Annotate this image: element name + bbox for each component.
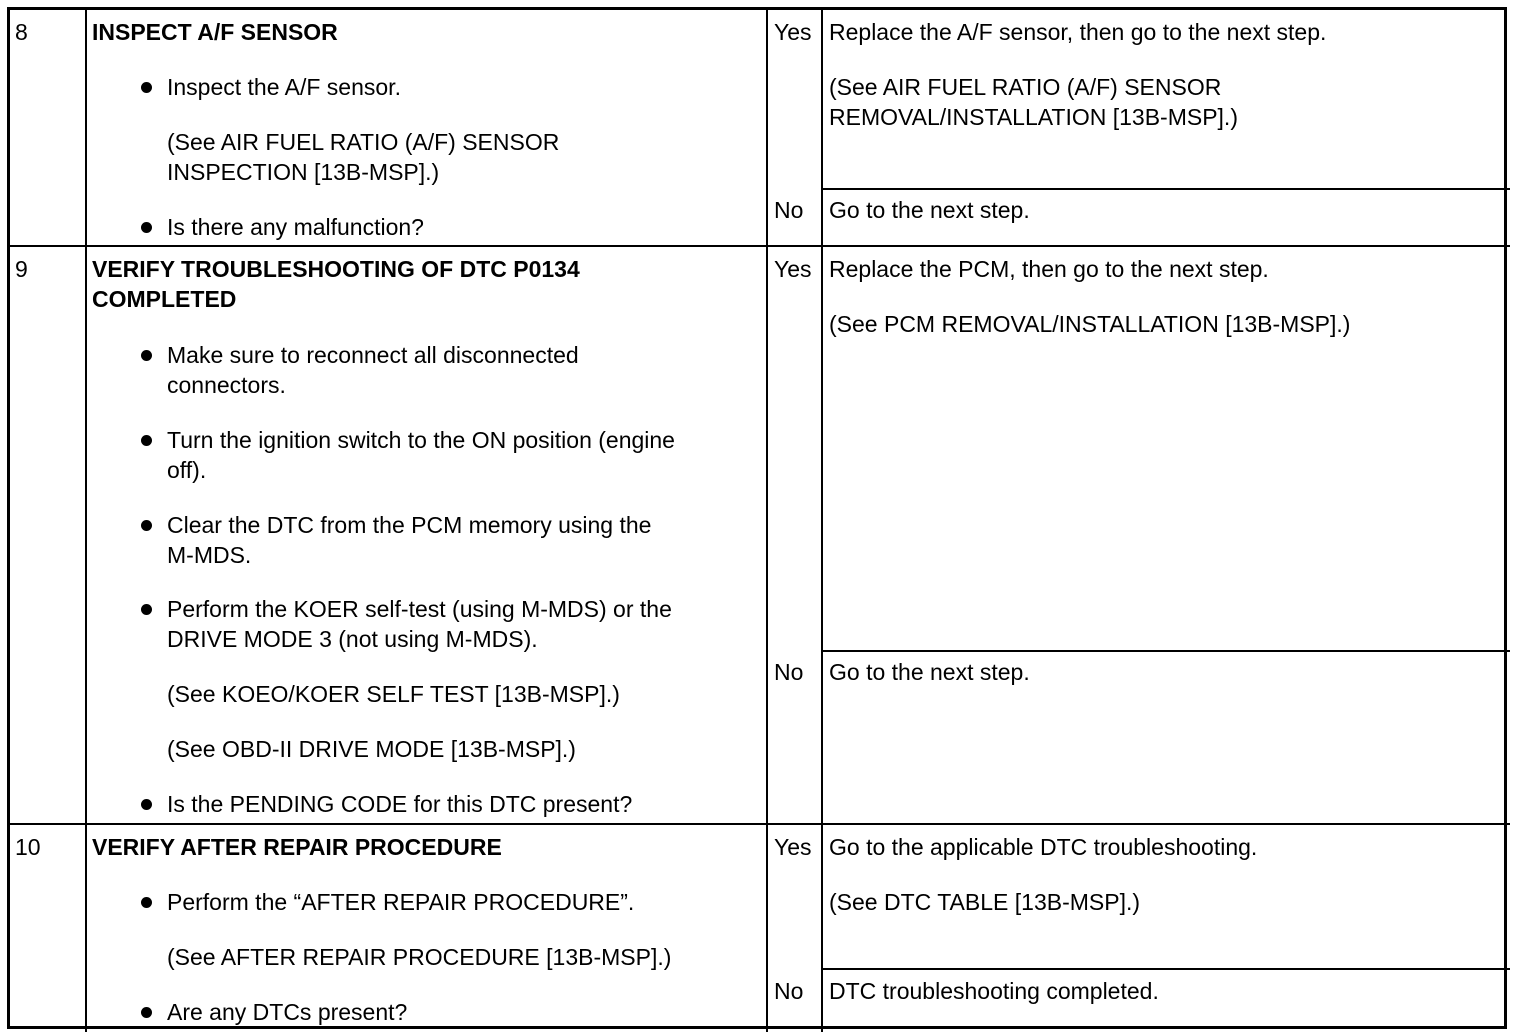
bullet-icon: [141, 222, 152, 233]
bullet-icon: [141, 604, 152, 615]
no-label: No: [774, 978, 804, 1004]
instruction-text: Inspect the A/F sensor.: [167, 74, 401, 100]
step-title: VERIFY AFTER REPAIR PROCEDURE: [92, 834, 502, 860]
step-number: 8: [15, 19, 28, 45]
bullet-icon: [141, 799, 152, 810]
bullet-icon: [141, 82, 152, 93]
bullet-icon: [141, 435, 152, 446]
yes-action-text: Replace the PCM, then go to the next step.: [829, 256, 1269, 282]
step-title: COMPLETED: [92, 286, 237, 312]
yes-action-text: Go to the applicable DTC troubleshooting.: [829, 834, 1258, 860]
yes-action-text: (See AIR FUEL RATIO (A/F) SENSOR: [829, 74, 1222, 100]
no-label: No: [774, 659, 804, 685]
yes-no-divider: [821, 968, 1510, 970]
troubleshooting-table: [7, 7, 1507, 1029]
step-number: 10: [15, 834, 41, 860]
instruction-text: Is the PENDING CODE for this DTC present?: [167, 791, 633, 817]
instruction-text: connectors.: [167, 372, 286, 398]
yes-label: Yes: [774, 19, 812, 45]
instruction-text: Are any DTCs present?: [167, 999, 408, 1025]
instruction-text: Make sure to reconnect all disconnected: [167, 342, 579, 368]
yes-action-text: (See PCM REMOVAL/INSTALLATION [13B-MSP].): [829, 311, 1351, 337]
row-divider: [10, 823, 1510, 825]
instruction-text: off).: [167, 457, 207, 483]
yes-action-text: (See DTC TABLE [13B-MSP].): [829, 889, 1141, 915]
no-action-text: Go to the next step.: [829, 659, 1030, 685]
instruction-text: Clear the DTC from the PCM memory using the: [167, 512, 652, 538]
instruction-text: DRIVE MODE 3 (not using M-MDS).: [167, 626, 538, 652]
column-divider: [766, 10, 768, 1032]
reference-text: INSPECTION [13B-MSP].): [167, 159, 440, 185]
yes-no-divider: [821, 650, 1510, 652]
instruction-text: Turn the ignition switch to the ON position (engine: [167, 427, 675, 453]
no-action-text: Go to the next step.: [829, 197, 1030, 223]
no-label: No: [774, 197, 804, 223]
bullet-icon: [141, 520, 152, 531]
yes-label: Yes: [774, 834, 812, 860]
yes-no-divider: [821, 188, 1510, 190]
step-number: 9: [15, 256, 28, 282]
yes-action-text: REMOVAL/INSTALLATION [13B-MSP].): [829, 104, 1238, 130]
reference-text: (See AIR FUEL RATIO (A/F) SENSOR: [167, 129, 560, 155]
column-divider: [821, 10, 823, 1032]
bullet-icon: [141, 350, 152, 361]
bullet-icon: [141, 1007, 152, 1018]
instruction-text: Is there any malfunction?: [167, 214, 424, 240]
instruction-text: Perform the “AFTER REPAIR PROCEDURE”.: [167, 889, 635, 915]
reference-text: (See KOEO/KOER SELF TEST [13B-MSP].): [167, 681, 620, 707]
no-action-text: DTC troubleshooting completed.: [829, 978, 1159, 1004]
column-divider: [85, 10, 87, 1032]
instruction-text: Perform the KOER self-test (using M-MDS) or the: [167, 596, 672, 622]
yes-action-text: Replace the A/F sensor, then go to the next step.: [829, 19, 1327, 45]
row-divider: [10, 245, 1510, 247]
step-title: VERIFY TROUBLESHOOTING OF DTC P0134: [92, 256, 580, 282]
reference-text: (See OBD-II DRIVE MODE [13B-MSP].): [167, 736, 576, 762]
step-title: INSPECT A/F SENSOR: [92, 19, 338, 45]
bullet-icon: [141, 897, 152, 908]
yes-label: Yes: [774, 256, 812, 282]
reference-text: (See AFTER REPAIR PROCEDURE [13B-MSP].): [167, 944, 672, 970]
instruction-text: M-MDS.: [167, 542, 252, 568]
